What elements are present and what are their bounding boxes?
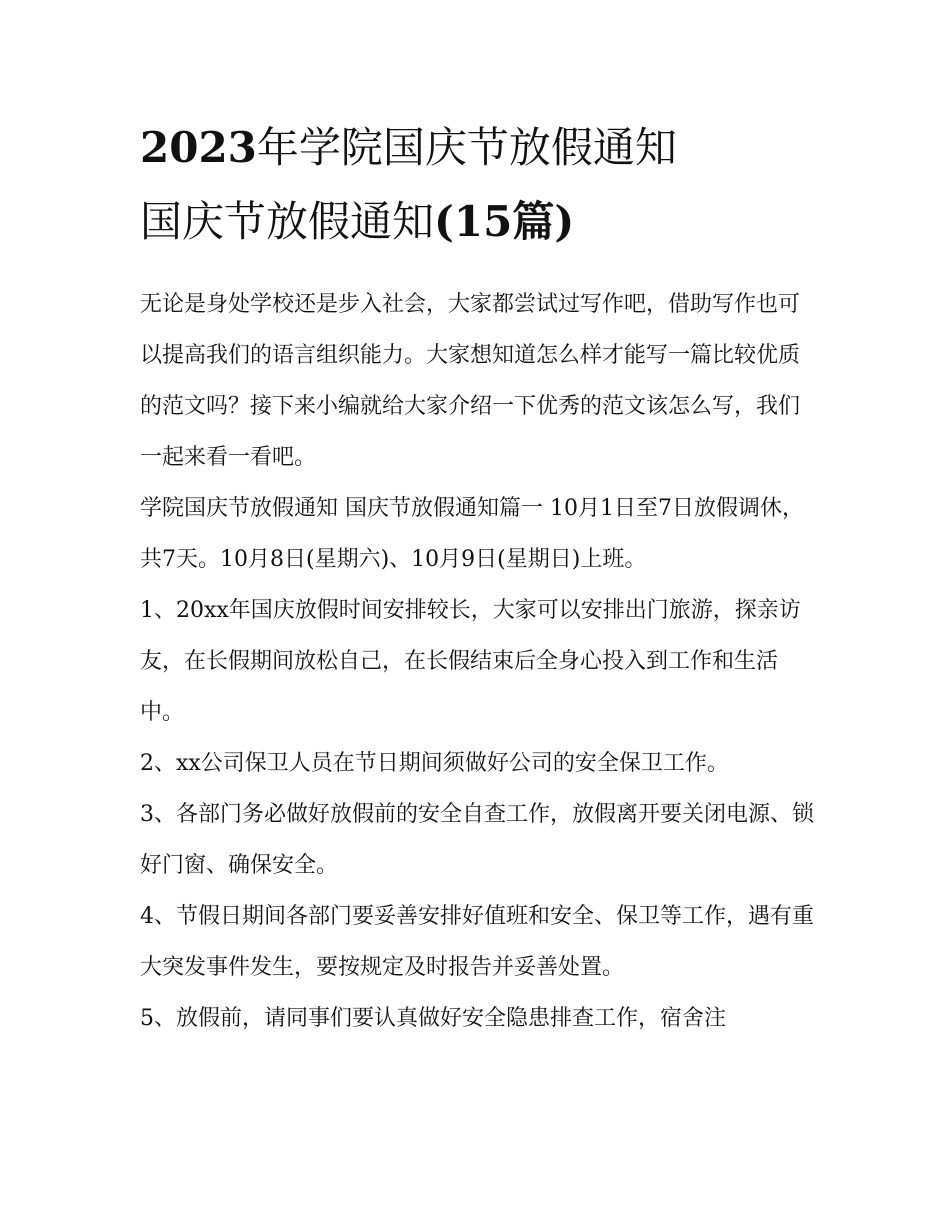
- document-page: [140, 118, 820, 1044]
- title-line-2: [140, 192, 820, 252]
- title-line-2-text: 国庆节放假通知: [140, 197, 435, 246]
- paragraph-item-2: 2、xx公司保卫人员在节日期间须做好公司的安全保卫工作。: [140, 751, 729, 776]
- document-body: [140, 279, 820, 1044]
- paragraph-item-4: 4、节假日期间各部门要妥善安排好值班和安全、保卫等工作，遇有重大突发事件发生，要按规定及时报告并妥善处置。: [140, 904, 814, 980]
- title-line-1: [140, 118, 820, 178]
- paragraph-notice-1: 学院国庆节放假通知 国庆节放假通知篇一 10月1日至7日放假调休，共7天。10月8日(星期六)、10月9日(星期日)上班。: [140, 496, 804, 572]
- paragraph-item-1: 1、20xx年国庆放假时间安排较长，大家可以安排出门旅游，探亲访友，在长假期间放松自己，在长假结束后全身心投入到工作和生活中。: [140, 598, 801, 725]
- title-count: (15篇): [434, 197, 575, 246]
- paragraph-item-5: 5、放假前，请同事们要认真做好安全隐患排查工作，宿舍注: [140, 1006, 726, 1031]
- paragraph-item-3: 3、各部门务必做好放假前的安全自查工作，放假离开要关闭电源、锁好门窗、确保安全。: [140, 802, 814, 878]
- document-title: [140, 118, 820, 252]
- paragraph-intro: 无论是身处学校还是步入社会，大家都尝试过写作吧，借助写作也可以提高我们的语言组织能力。大家想知道怎么样才能写一篇比较优质的范文吗？接下来小编就给大家介绍一下优秀的范文该怎么写，我们一起来看一看吧。: [140, 292, 801, 470]
- title-year: 2023: [140, 123, 257, 172]
- title-line-1-text: 年学院国庆节放假通知: [256, 123, 677, 172]
